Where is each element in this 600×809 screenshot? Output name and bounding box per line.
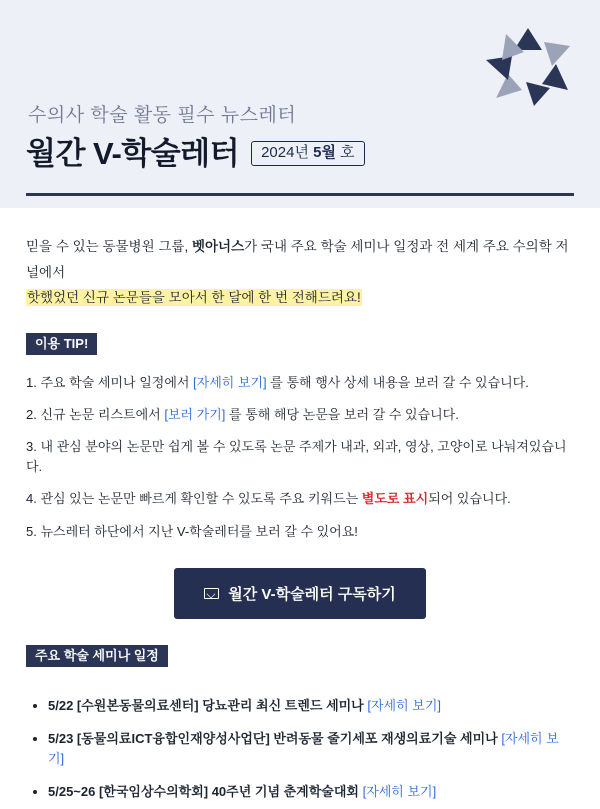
header-eyebrow: 수의사 학술 활동 필수 뉴스레터	[28, 105, 297, 126]
tip-index: 5.	[26, 523, 37, 539]
tips-list	[26, 367, 574, 548]
seminar-detail-link[interactable]: [자세히 보기]	[367, 697, 441, 713]
list-item	[26, 483, 574, 515]
tip-text-post: 를 통해 해당 논문을 보러 갈 수 있습니다.	[225, 407, 459, 423]
header-title-row	[26, 138, 365, 169]
tip-text-pre: 내 관심 분야의 논문만 쉽게 볼 수 있도록 논문 주제가 내과, 외과, 영상, 고양이로 나눠져있습니다.	[26, 439, 567, 475]
tip-text-pre: 주요 학술 세미나 일정에서	[36, 374, 194, 390]
seminar-text: 5/22 [수원본동물의료센터] 당뇨관리 최신 트렌드 세미나	[48, 697, 368, 713]
intro-line2-highlight: 핫했었던 신규 논문들을 모아서 한 달에 한 번 전해드려요!	[27, 290, 361, 306]
tip-index: 4.	[26, 491, 37, 507]
list-item	[26, 399, 574, 431]
list-item	[26, 516, 574, 548]
list-item	[26, 431, 574, 483]
seminar-text: 5/25~26 [한국임상수의학회] 40주년 기념 춘계학술대회	[48, 784, 363, 800]
list-item	[26, 367, 574, 399]
subscribe-button-label: 월간 V-학술레터 구독하기	[228, 585, 396, 603]
intro-line1-a: 믿을 수 있는 동물병원 그룹,	[26, 239, 192, 254]
tip-link[interactable]: [자세히 보기]	[193, 374, 267, 390]
tip-index: 2.	[26, 407, 37, 423]
tip-text-pre: 신규 논문 리스트에서	[36, 407, 165, 423]
issue-year: 2024년	[261, 143, 314, 161]
mail-icon	[204, 588, 219, 599]
seminar-detail-link[interactable]: [자세히 보기]	[362, 784, 437, 800]
seminars-section-tag: 주요 학술 세미나 일정	[26, 645, 168, 667]
subscribe-cta-wrapper	[26, 568, 574, 619]
newsletter-body	[0, 208, 600, 809]
issue-badge	[251, 141, 365, 167]
issue-month: 5월	[313, 143, 336, 161]
tip-text-post: 되어 있습니다.	[428, 491, 511, 507]
tip-index: 3.	[26, 439, 37, 455]
subscribe-button[interactable]	[174, 568, 425, 619]
tip-emphasis: 별도로 표시	[361, 491, 429, 507]
asterisk-burst-logo-icon	[482, 26, 574, 108]
page-title: 월간 V-학술레터	[26, 136, 240, 171]
list-item	[48, 689, 574, 723]
tip-text-pre: 관심 있는 논문만 빠르게 확인할 수 있도록 주요 키워드는	[36, 491, 362, 507]
seminar-list	[26, 689, 574, 809]
tip-text-pre: 뉴스레터 하단에서 지난 V-학술레터를 보러 갈 수 있어요!	[36, 523, 358, 539]
seminar-detail-link[interactable]: [자세히 보기]	[48, 731, 559, 766]
newsletter-header	[0, 0, 600, 208]
seminar-text: 5/23 [동물의료ICT융합인재양성사업단] 반려동물 줄기세포 재생의료기술 세미나	[48, 731, 502, 747]
intro-paragraph	[26, 234, 574, 311]
tip-index: 1.	[26, 374, 37, 390]
tip-text-post: 를 통해 행사 상세 내용을 보러 갈 수 있습니다.	[266, 374, 529, 390]
brand-name: 벳아너스	[191, 239, 245, 254]
issue-suffix: 호	[335, 143, 355, 161]
tips-section-tag: 이용 TIP!	[26, 333, 97, 355]
tip-link[interactable]: [보러 가기]	[164, 407, 226, 423]
list-item	[48, 722, 574, 775]
list-item	[48, 775, 574, 809]
header-divider	[26, 193, 574, 196]
intro-line1-c: 가 국내 주요 학술 세미나 일정과 전 세계 주요 수의학 저널에서	[26, 239, 569, 280]
